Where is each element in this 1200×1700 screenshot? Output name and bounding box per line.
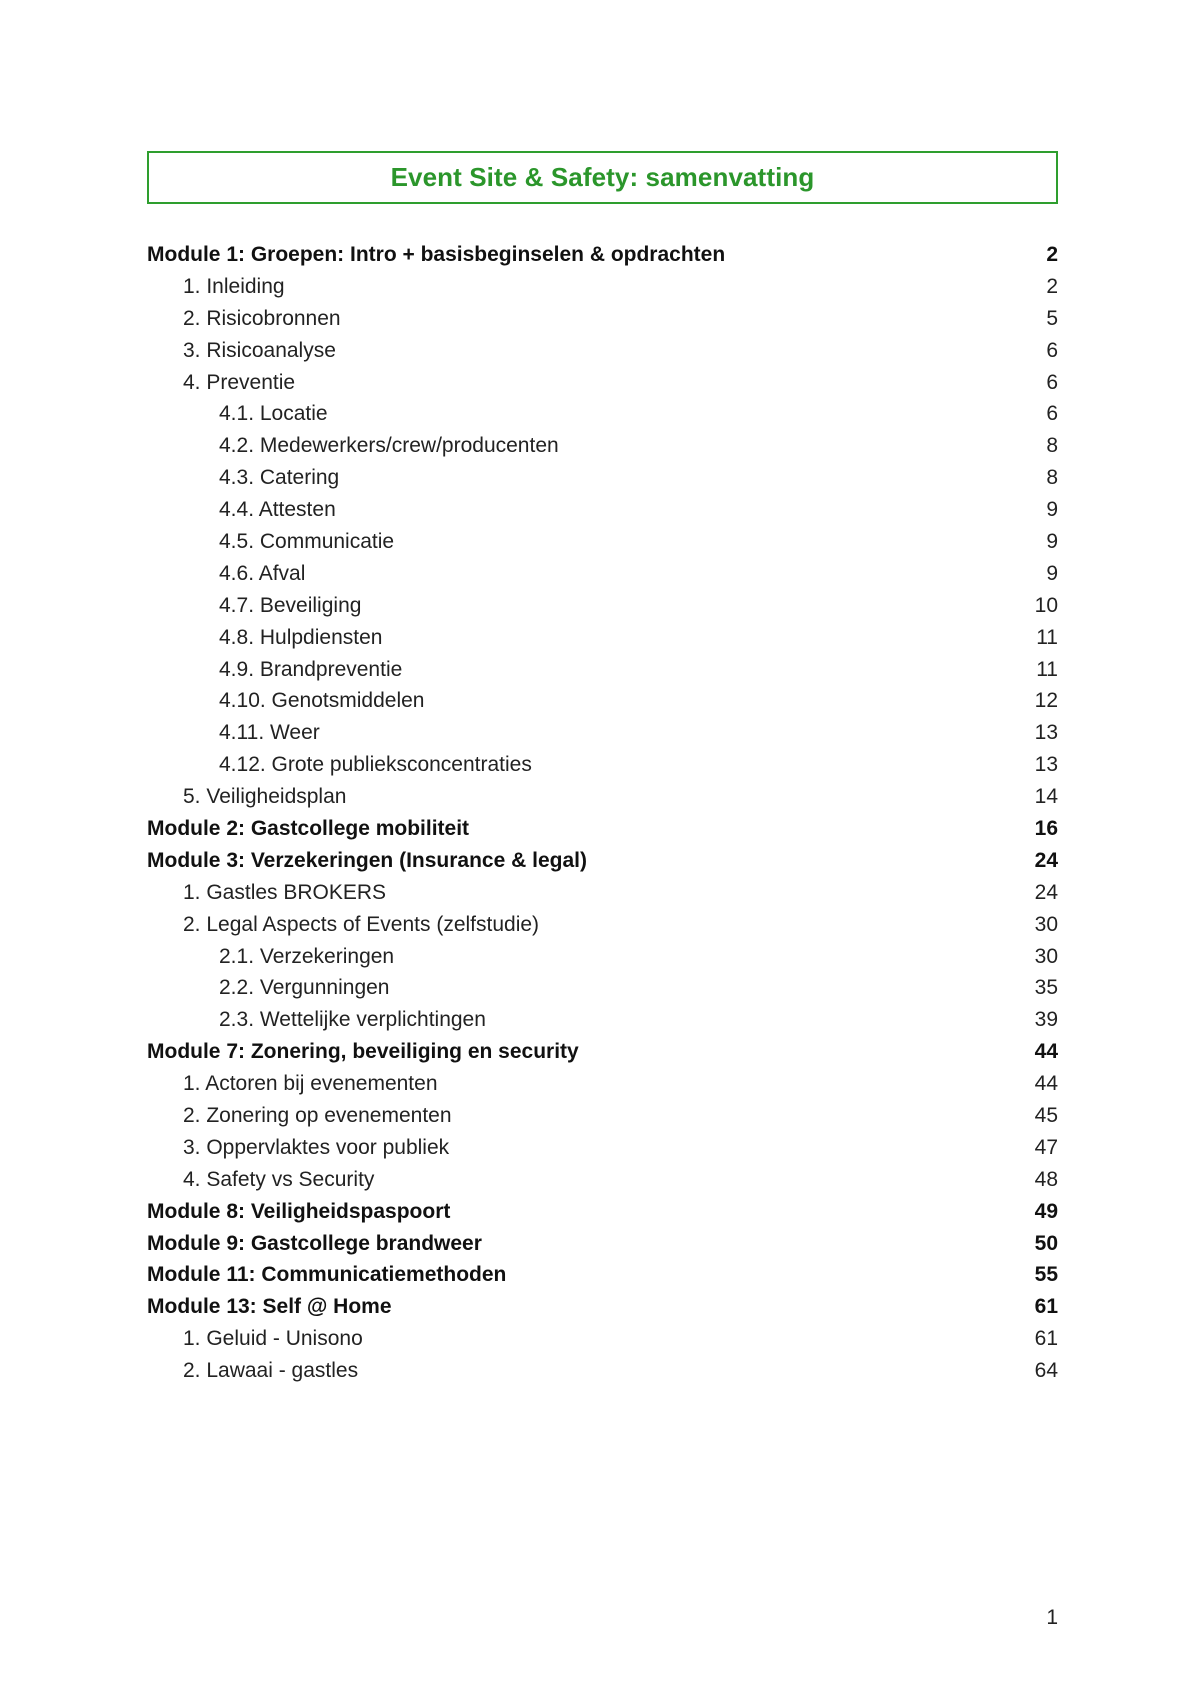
toc-entry-label: 2. Risicobronnen (183, 306, 341, 330)
toc-entry-label: Module 11: Communicatiemethoden (147, 1263, 507, 1287)
toc-entry-page: 24 (1034, 848, 1058, 872)
toc-entry-label: 2. Zonering op evenementen (183, 1103, 452, 1127)
toc-module-entry[interactable] (147, 239, 1058, 271)
toc-entry-page: 64 (1034, 1359, 1058, 1383)
toc-entry-label: 4.5. Communicatie (219, 529, 395, 553)
toc-entry[interactable] (147, 1100, 1058, 1132)
toc-entry-page: 39 (1034, 1008, 1058, 1032)
toc-entry[interactable] (147, 367, 1058, 399)
toc-entry-label: 4. Preventie (183, 370, 296, 394)
toc-module-entry[interactable] (147, 1291, 1058, 1323)
toc-entry[interactable] (147, 1355, 1058, 1387)
toc-entry-label: 4.10. Genotsmiddelen (219, 689, 425, 713)
document-title-box (147, 151, 1058, 204)
toc-entry-label: 1. Inleiding (183, 274, 285, 298)
toc-entry-label: 2. Lawaai - gastles (183, 1359, 359, 1383)
document-title: Event Site & Safety: samenvatting (390, 162, 815, 192)
toc-entry-page: 47 (1034, 1135, 1058, 1159)
toc-entry-page: 35 (1034, 976, 1058, 1000)
toc-entry[interactable] (147, 303, 1058, 335)
toc-entry-page: 5 (1046, 306, 1058, 330)
toc-entry-label: 4.6. Afval (219, 561, 306, 585)
toc-entry-page: 2 (1046, 242, 1058, 266)
toc-entry[interactable] (147, 654, 1058, 686)
toc-module-entry[interactable] (147, 1228, 1058, 1260)
toc-entry[interactable] (147, 526, 1058, 558)
toc-entry-label: 2.2. Vergunningen (219, 976, 390, 1000)
toc-entry-page: 9 (1046, 561, 1058, 585)
toc-entry-page: 8 (1046, 466, 1058, 490)
toc-entry-page: 6 (1046, 338, 1058, 362)
toc-entry-page: 6 (1046, 402, 1058, 426)
toc-entry[interactable] (147, 972, 1058, 1004)
toc-entry-page: 48 (1034, 1167, 1058, 1191)
toc-entry-page: 49 (1034, 1199, 1058, 1223)
toc-entry[interactable] (147, 941, 1058, 973)
toc-entry[interactable] (147, 398, 1058, 430)
toc-entry[interactable] (147, 622, 1058, 654)
toc-entry-label: Module 8: Veiligheidspaspoort (147, 1199, 451, 1223)
toc-entry-label: 4.7. Beveiliging (219, 593, 362, 617)
toc-entry-label: 4.3. Catering (219, 466, 340, 490)
toc-entry-page: 45 (1034, 1103, 1058, 1127)
toc-entry[interactable] (147, 462, 1058, 494)
toc-entry-label: Module 7: Zonering, beveiliging en security (147, 1040, 579, 1064)
toc-entry-page: 44 (1034, 1040, 1058, 1064)
toc-entry[interactable] (147, 717, 1058, 749)
toc-entry-label: Module 2: Gastcollege mobiliteit (147, 816, 470, 840)
toc-entry[interactable] (147, 1164, 1058, 1196)
toc-entry-page: 9 (1046, 498, 1058, 522)
toc-entry-label: 3. Oppervlaktes voor publiek (183, 1135, 450, 1159)
toc-module-entry[interactable] (147, 1260, 1058, 1292)
toc-entry-label: 4.11. Weer (219, 721, 320, 745)
toc-entry-label: 4.2. Medewerkers/crew/producenten (219, 434, 559, 458)
toc-entry-page: 24 (1034, 880, 1058, 904)
toc-entry[interactable] (147, 558, 1058, 590)
toc-entry[interactable] (147, 271, 1058, 303)
toc-entry-page: 13 (1034, 753, 1058, 777)
toc-entry-label: 4.1. Locatie (219, 402, 328, 426)
toc-entry[interactable] (147, 781, 1058, 813)
toc-entry-page: 11 (1036, 657, 1058, 681)
toc-entry-label: 4.12. Grote publieksconcentraties (219, 753, 532, 777)
toc-entry-label: 2.3. Wettelijke verplichtingen (219, 1008, 486, 1032)
toc-entry[interactable] (147, 1323, 1058, 1355)
table-of-contents (147, 239, 1058, 1387)
toc-entry-label: Module 9: Gastcollege brandweer (147, 1231, 482, 1255)
toc-entry[interactable] (147, 494, 1058, 526)
toc-entry[interactable] (147, 1004, 1058, 1036)
toc-entry-page: 2 (1046, 274, 1058, 298)
toc-entry-page: 11 (1036, 625, 1058, 649)
toc-entry-label: 1. Geluid - Unisono (183, 1327, 363, 1351)
toc-entry-label: Module 3: Verzekeringen (Insurance & legal) (147, 848, 587, 872)
toc-entry-page: 30 (1034, 912, 1058, 936)
toc-entry-page: 10 (1034, 593, 1058, 617)
toc-entry[interactable] (147, 749, 1058, 781)
toc-entry-label: 1. Gastles BROKERS (183, 880, 387, 904)
toc-entry-label: 4.4. Attesten (219, 498, 336, 522)
toc-entry[interactable] (147, 1068, 1058, 1100)
toc-entry-label: 1. Actoren bij evenementen (183, 1072, 438, 1096)
toc-module-entry[interactable] (147, 813, 1058, 845)
toc-entry[interactable] (147, 685, 1058, 717)
toc-module-entry[interactable] (147, 845, 1058, 877)
toc-entry-label: 4.9. Brandpreventie (219, 657, 403, 681)
toc-entry[interactable] (147, 590, 1058, 622)
toc-module-entry[interactable] (147, 1036, 1058, 1068)
toc-entry-label: 4. Safety vs Security (183, 1167, 375, 1191)
toc-entry-label: 4.8. Hulpdiensten (219, 625, 383, 649)
toc-entry-label: 2.1. Verzekeringen (219, 944, 395, 968)
toc-entry-page: 16 (1034, 816, 1058, 840)
toc-entry-label: 2. Legal Aspects of Events (zelfstudie) (183, 912, 540, 936)
toc-entry-page: 55 (1034, 1263, 1058, 1287)
toc-entry-page: 14 (1034, 785, 1058, 809)
toc-entry-label: 3. Risicoanalyse (183, 338, 336, 362)
toc-entry-page: 8 (1046, 434, 1058, 458)
toc-entry-page: 30 (1034, 944, 1058, 968)
toc-entry-label: 5. Veiligheidsplan (183, 785, 347, 809)
toc-entry[interactable] (147, 877, 1058, 909)
toc-entry-page: 13 (1034, 721, 1058, 745)
toc-entry-page: 61 (1034, 1327, 1058, 1351)
toc-entry[interactable] (147, 909, 1058, 941)
toc-module-entry[interactable] (147, 1196, 1058, 1228)
toc-entry-page: 61 (1034, 1295, 1058, 1319)
toc-entry-page: 12 (1034, 689, 1058, 713)
toc-entry-page: 50 (1034, 1231, 1058, 1255)
toc-entry-label: Module 13: Self @ Home (147, 1295, 392, 1319)
toc-entry-label: Module 1: Groepen: Intro + basisbeginselen & opdrachten (147, 242, 726, 266)
toc-entry[interactable] (147, 1132, 1058, 1164)
toc-entry-page: 44 (1034, 1072, 1058, 1096)
toc-entry[interactable] (147, 430, 1058, 462)
toc-entry[interactable] (147, 335, 1058, 367)
page-number: 1 (1046, 1606, 1058, 1629)
toc-entry-page: 6 (1046, 370, 1058, 394)
toc-entry-page: 9 (1046, 529, 1058, 553)
